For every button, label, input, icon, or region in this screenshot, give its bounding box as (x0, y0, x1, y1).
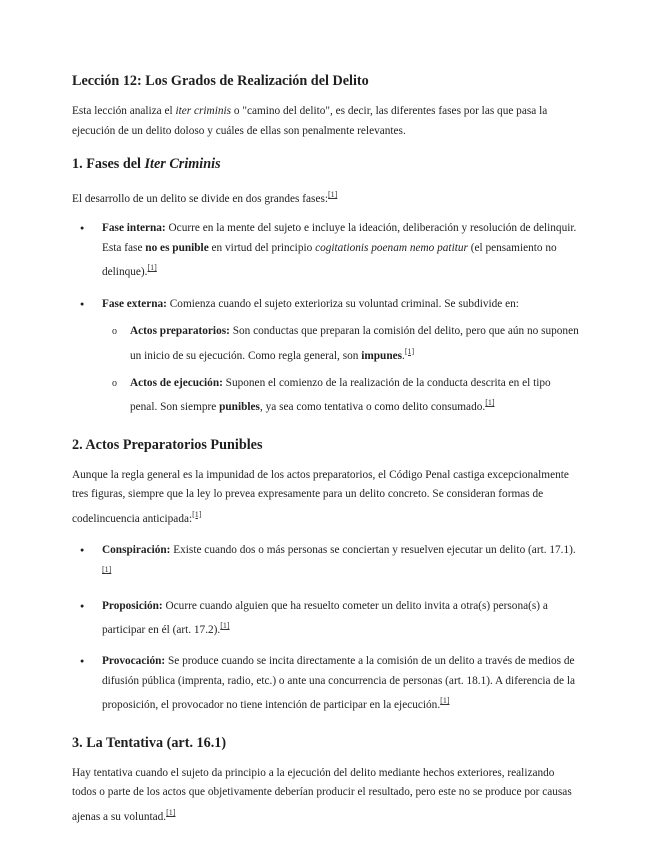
intro-text-1: Esta lección analiza el (72, 105, 176, 117)
conspiracion-label: Conspiración: (102, 543, 171, 556)
section-1-title-prefix: 1. Fases del (72, 156, 145, 172)
list-item-fase-externa (72, 295, 579, 418)
list-item-actos-ejecucion (102, 374, 579, 418)
preparatory-acts-list (72, 541, 579, 716)
actos-ejecucion-text-2: , ya sea como tentativa o como delito consumado. (259, 401, 486, 414)
footnote-link[interactable]: [1] (485, 398, 495, 408)
fase-interna-text-2: en virtud del principio (208, 241, 316, 254)
conspiracion-text: Existe cuando dos o más personas se conciertan y resuelven ejecutar un delito (art. 17.1). (170, 543, 576, 556)
fase-externa-label: Fase externa: (102, 297, 167, 310)
proposicion-text: Ocurre cuando alguien que ha resuelto cometer un delito invita a otra(s) persona(s) a participar en él (art. 17.2). (102, 599, 548, 636)
section-3-paragraph (72, 764, 579, 827)
actos-ejecucion-text-1: Suponen el comienzo de la realización de la conducta descrita en el tipo penal. Son siempre (130, 376, 551, 414)
fase-interna-text-1: Ocurre en la mente del sujeto e incluye la ideación, deliberación y resolución de delinquir. Esta fase (102, 222, 577, 254)
section-1-lead-text: El desarrollo de un delito se divide en dos grandes fases: (72, 192, 328, 205)
provocacion-text: Se produce cuando se incita directamente a la comisión de un delito a través de medios de difusión pública (imprenta, radio, etc.) o ante una concurrencia de personas (art. 18.1). A diferencia de la proposición, el provocador no tiene intención de participar en la ejecución. (102, 655, 576, 712)
actos-ejecucion-bold: punibles (219, 401, 260, 414)
actos-preparatorios-text-1: Son conductas que preparan la comisión del delito, pero que aún no suponen un inicio de su ejecución. Como regla general, son (130, 325, 579, 362)
list-item-actos-preparatorios (102, 322, 579, 366)
section-3-text: Hay tentativa cuando el sujeto da principio a la ejecución del delito mediante hechos exteriores, realizando todos o parte de los actos que objetivamente deberían producir el resultado, pero este no se produce por causas ajenas a su voluntad. (72, 766, 572, 823)
footnote-link[interactable]: [1] (192, 509, 202, 519)
section-2-lead (72, 466, 579, 529)
list-item-provocacion (72, 652, 579, 715)
section-1-lead (72, 185, 579, 209)
section-2-lead-text: Aunque la regla general es la impunidad de los actos preparatorios, el Código Penal castiga excepcionalmente tres figuras, siempre que la ley lo prevea expresamente para un delito concreto. Se consideran formas de codelincuencia anticipada: (72, 468, 569, 525)
fase-externa-text: Comienza cuando el sujeto exterioriza su voluntad criminal. Se subdivide en: (166, 297, 519, 310)
fase-interna-text-3: (el pensamiento no delinque). (102, 241, 557, 279)
lesson-title: Lección 12: Los Grados de Realización del Delito (72, 73, 369, 89)
footnote-link[interactable]: [1] (404, 346, 415, 356)
footnote-link[interactable]: [1] (440, 696, 450, 706)
provocacion-label: Provocación: (102, 655, 166, 668)
fase-interna-latin: cogitationis poenam nemo patitur (315, 241, 468, 254)
fase-interna-bold: no es punible (145, 241, 209, 254)
actos-preparatorios-label: Actos preparatorios: (130, 325, 230, 338)
footnote-link[interactable]: [1] (166, 807, 176, 817)
actos-preparatorios-bold: impunes (361, 349, 403, 362)
intro-text-2: o "camino del delito", es decir, las diferentes fases por las que pasa la ejecución de un delito doloso y cuáles de ellas son penalmente relevantes. (72, 105, 548, 137)
list-item-conspiracion (72, 541, 579, 585)
section-2-heading: 2. Actos Preparatorios Punibles (72, 436, 263, 453)
section-1-title-italic: Iter Criminis (144, 156, 221, 172)
external-phase-sublist (102, 322, 579, 418)
list-item-fase-interna (72, 219, 579, 282)
footnote-link[interactable]: [1] (328, 190, 338, 199)
proposicion-label: Proposición: (102, 599, 163, 612)
fase-interna-label: Fase interna: (102, 222, 166, 235)
footnote-link[interactable]: [1] (102, 565, 112, 575)
footnote-link[interactable]: [1] (220, 621, 230, 631)
actos-preparatorios-text-2: . (402, 349, 405, 362)
section-3-heading: 3. La Tentativa (art. 16.1) (72, 734, 227, 751)
phases-list (72, 219, 579, 417)
intro-paragraph (72, 102, 579, 141)
list-item-proposicion (72, 597, 579, 641)
intro-italic-term: iter criminis (175, 105, 232, 117)
section-1-heading (72, 155, 579, 173)
actos-ejecucion-label: Actos de ejecución: (130, 376, 223, 389)
footnote-link[interactable]: [1] (147, 263, 157, 273)
